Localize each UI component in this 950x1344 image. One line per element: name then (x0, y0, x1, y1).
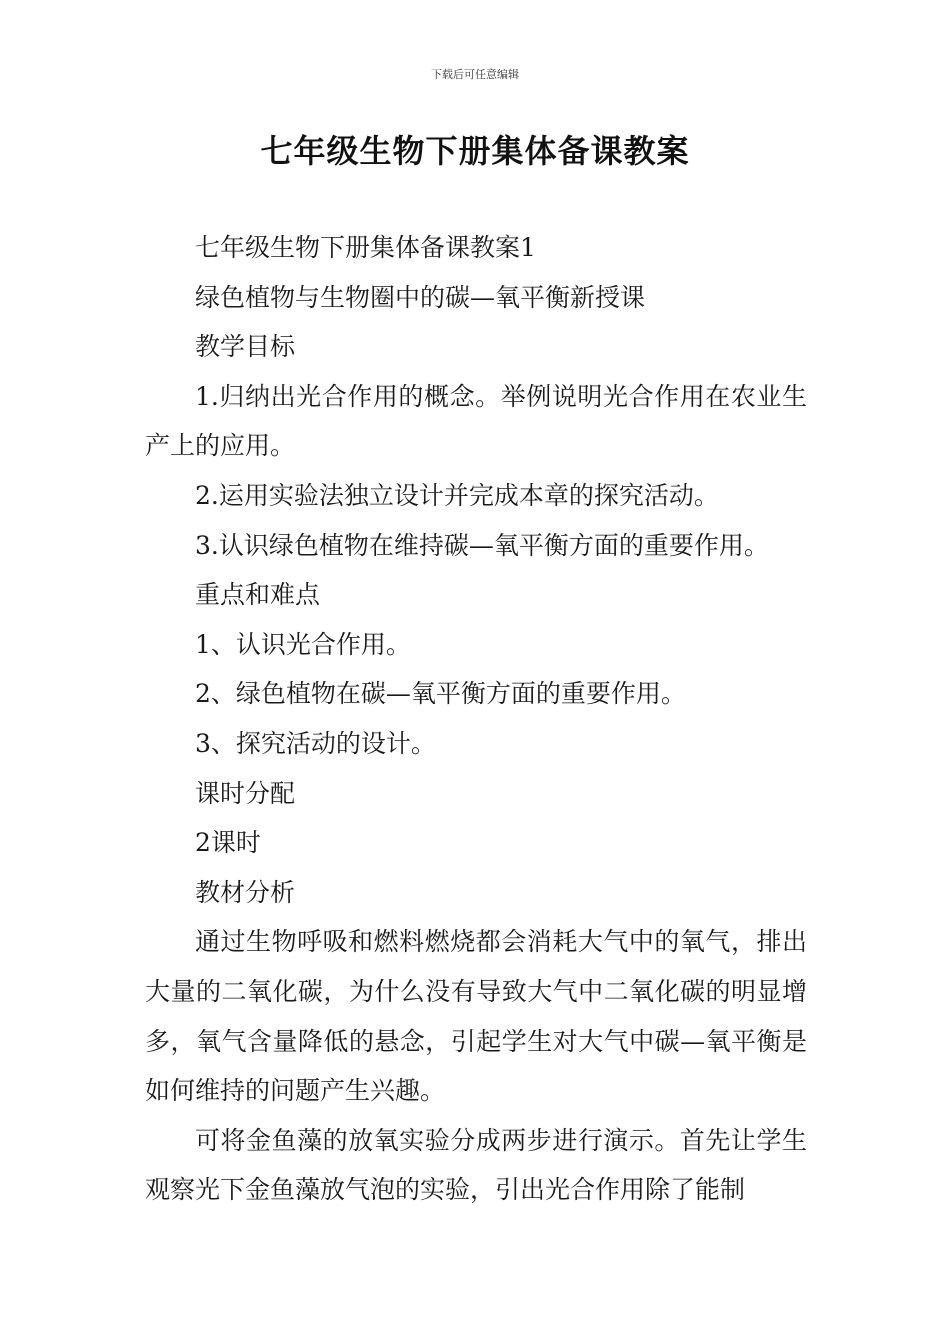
header-note: 下载后可任意编辑 (431, 68, 519, 81)
paragraph-schedule-heading: 课时分配 (195, 778, 296, 808)
paragraph-section-heading: 七年级生物下册集体备课教案1 (195, 233, 536, 262)
paragraph-key-points-heading: 重点和难点 (195, 580, 321, 610)
paragraph-analysis-1: 通过生物呼吸和燃料燃烧都会消耗大气中的氧气，排出大量的二氧化碳，为什么没有导致大气中二氧化碳的明显增多，氧气含量降低的悬念，引起学生对大气中碳—氧平衡是如何维持的问题产生兴趣。 (145, 927, 807, 1106)
paragraph-analysis-2: 可将金鱼藻的放氧实验分成两步进行演示。首先让学生观察光下金鱼藻放气泡的实验，引出光合作用除了能制 (145, 1125, 807, 1205)
paragraph-analysis-heading: 教材分析 (195, 877, 296, 907)
document-title: 七年级生物下册集体备课教案 (260, 132, 690, 170)
paragraph-key-point-3: 3、探究活动的设计。 (195, 728, 436, 758)
paragraph-objectives-heading: 教学目标 (195, 332, 296, 362)
paragraph-key-point-1: 1、认识光合作用。 (195, 629, 411, 659)
document-body (145, 223, 807, 1215)
paragraph-schedule-value: 2课时 (195, 828, 261, 858)
paragraph-objective-1: 1.归纳出光合作用的概念。举例说明光合作用在农业生产上的应用。 (145, 381, 807, 461)
paragraph-objective-2: 2.运用实验法独立设计并完成本章的探究活动。 (195, 480, 719, 510)
paragraph-lesson-topic: 绿色植物与生物圈中的碳—氧平衡新授课 (195, 282, 646, 312)
paragraph-key-point-2: 2、绿色植物在碳—氧平衡方面的重要作用。 (195, 679, 686, 709)
paragraph-objective-3: 3.认识绿色植物在维持碳—氧平衡方面的重要作用。 (195, 530, 769, 560)
